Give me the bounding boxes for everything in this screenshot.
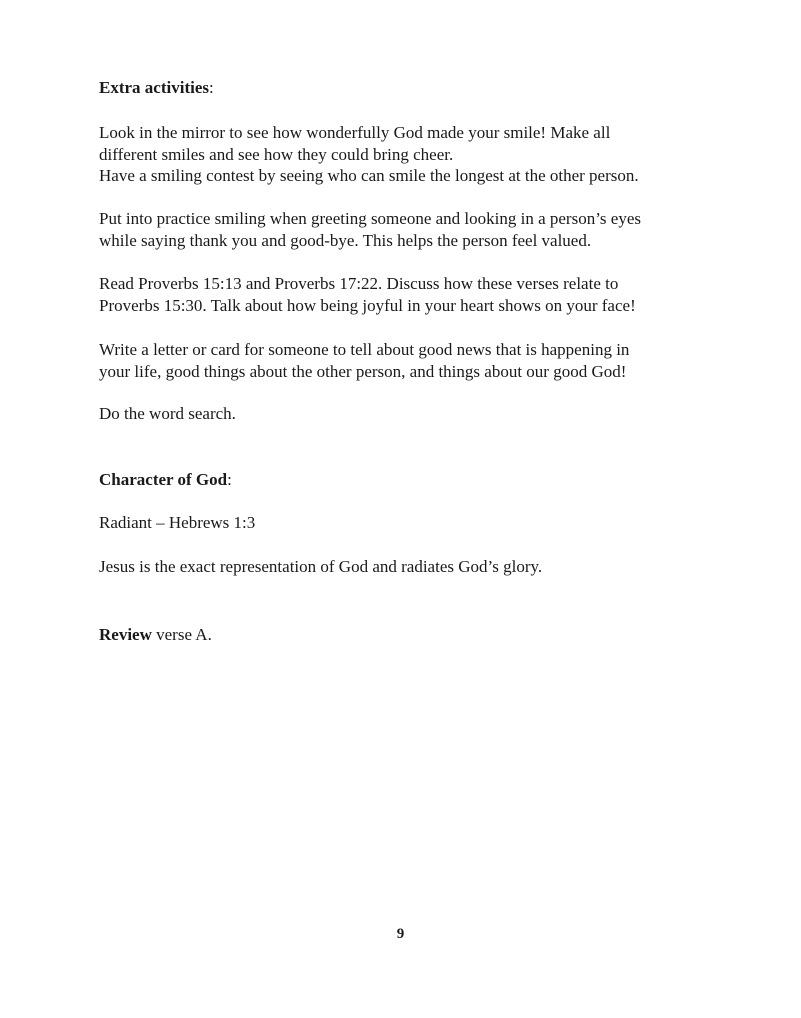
text-line: different smiles and see how they could bring cheer. — [99, 144, 454, 164]
text-line: while saying thank you and good-bye. This helps the person feel valued. — [99, 230, 592, 250]
text-line: Read Proverbs 15:13 and Proverbs 17:22. Discuss how these verses relate to — [99, 274, 619, 293]
review-label: Review — [99, 625, 152, 644]
character-of-god-title: Character of God — [99, 470, 228, 489]
text-line: Put into practice smiling when greeting someone and looking in a person’s eyes — [99, 209, 641, 228]
character-description: Jesus is the exact representation of God and radiates God’s glory. — [99, 557, 543, 576]
extra-activities-paragraph-mirror — [99, 122, 739, 187]
text-line: Proverbs 15:30. Talk about how being joyful in your heart shows on your face! — [99, 295, 636, 315]
character-attribute: Radiant – Hebrews 1:3 — [99, 513, 256, 532]
extra-activities-paragraph-proverbs — [99, 273, 739, 316]
text-line: Look in the mirror to see how wonderfully God made your smile! Make all — [99, 123, 611, 142]
extra-activities-heading — [99, 77, 739, 99]
extra-activities-paragraph-letter — [99, 339, 739, 382]
extra-activities-title: Extra activities — [99, 78, 209, 97]
extra-activities-colon: : — [209, 78, 214, 97]
text-line: your life, good things about the other person, and things about our good God! — [99, 361, 627, 381]
character-of-god-heading — [99, 469, 739, 491]
text-line: Have a smiling contest by seeing who can smile the longest at the other person. — [99, 166, 639, 185]
extra-activities-paragraph-word-search: Do the word search. — [99, 404, 236, 423]
review-text: verse A. — [151, 625, 212, 644]
review-line — [99, 624, 739, 646]
page-number: 9 — [396, 926, 405, 942]
text-line: Write a letter or card for someone to tell about good news that is happening in — [99, 340, 630, 359]
extra-activities-paragraph-practice — [99, 208, 739, 251]
character-of-god-colon: : — [227, 470, 232, 489]
